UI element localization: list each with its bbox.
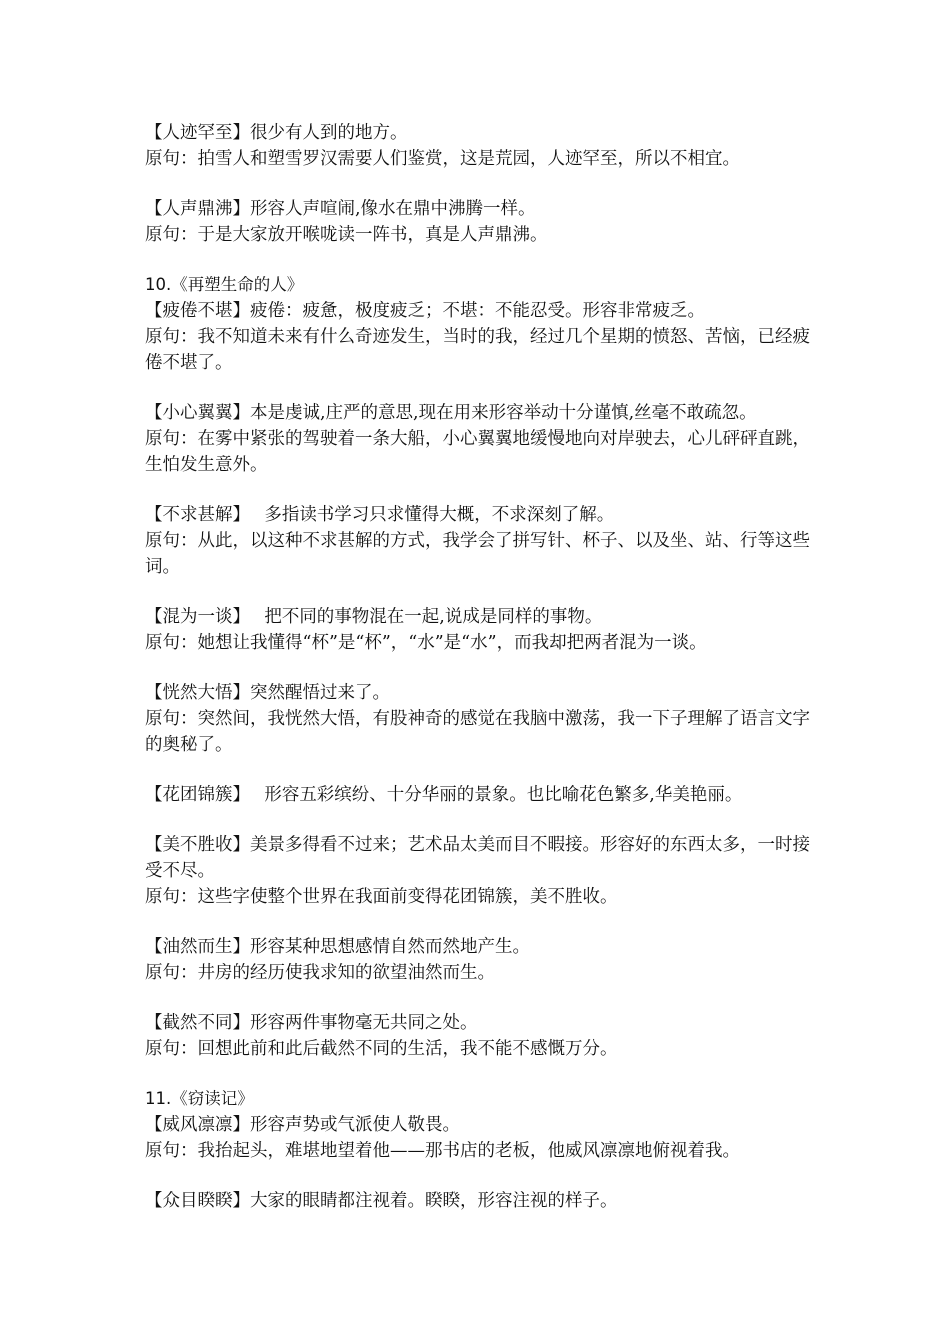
idiom-meaning: 把不同的事物混在一起,说成是同样的事物。 bbox=[241, 607, 603, 627]
idiom-meaning: 突然醒悟过来了。 bbox=[250, 683, 390, 703]
idiom-term: 【众目睽睽】 bbox=[145, 1191, 250, 1211]
spacer bbox=[145, 910, 813, 934]
idiom-definition bbox=[145, 1010, 813, 1036]
example-sentence: 原句：这些字使整个世界在我面前变得花团锦簇，美不胜收。 bbox=[145, 887, 618, 907]
idiom-definition bbox=[145, 196, 813, 222]
idiom-meaning: 形容某种思想感情自然而然地产生。 bbox=[250, 937, 530, 957]
idiom-meaning: 大家的眼睛都注视着。睽睽，形容注视的样子。 bbox=[250, 1191, 618, 1211]
idiom-meaning: 形容声势或气派使人敬畏。 bbox=[250, 1115, 460, 1135]
idiom-definition bbox=[145, 934, 813, 960]
idiom-definition bbox=[145, 400, 813, 426]
example-sentence: 原句：她想让我懂得“杯”是“杯”，“水”是“水”，而我却把两者混为一谈。 bbox=[145, 633, 707, 653]
spacer bbox=[145, 986, 813, 1010]
idiom-term: 【美不胜收】 bbox=[145, 835, 250, 855]
idiom-term: 【威风凛凛】 bbox=[145, 1115, 250, 1135]
idiom-term: 【不求甚解】 bbox=[145, 505, 242, 525]
idiom-definition bbox=[145, 680, 813, 706]
example-sentence: 原句：于是大家放开喉咙读一阵书，真是人声鼎沸。 bbox=[145, 225, 548, 245]
idiom-term: 【混为一谈】 bbox=[145, 607, 242, 627]
idiom-term: 【截然不同】 bbox=[145, 1013, 250, 1033]
idiom-definition bbox=[145, 120, 813, 146]
idiom-definition bbox=[145, 298, 813, 324]
lesson-heading: 10.《再塑生命的人》 bbox=[145, 275, 304, 294]
example-sentence: 原句：我不知道未来有什么奇迹发生，当时的我，经过几个星期的愤怒、苦恼，已经疲倦不堪了。 bbox=[145, 327, 810, 373]
spacer bbox=[145, 172, 813, 196]
idiom-term: 【恍然大悟】 bbox=[145, 683, 250, 703]
idiom-definition bbox=[145, 1112, 813, 1138]
spacer bbox=[145, 376, 813, 400]
lesson-heading: 11.《窃读记》 bbox=[145, 1089, 254, 1108]
idiom-meaning: 很少有人到的地方。 bbox=[250, 123, 408, 143]
idiom-meaning: 疲倦：疲惫，极度疲乏；不堪：不能忍受。形容非常疲乏。 bbox=[250, 301, 705, 321]
idiom-meaning: 本是虔诚,庄严的意思,现在用来形容举动十分谨慎,丝毫不敢疏忽。 bbox=[250, 403, 757, 423]
spacer bbox=[145, 808, 813, 832]
spacer bbox=[145, 758, 813, 782]
spacer bbox=[145, 478, 813, 502]
idiom-meaning: 形容人声喧闹,像水在鼎中沸腾一样。 bbox=[250, 199, 536, 219]
idiom-term: 【人迹罕至】 bbox=[145, 123, 250, 143]
idiom-definition bbox=[145, 502, 813, 528]
example-sentence: 原句：我抬起头，难堪地望着他——那书店的老板，他威风凛凛地俯视着我。 bbox=[145, 1141, 740, 1161]
document-page bbox=[145, 120, 813, 1214]
spacer bbox=[145, 1062, 813, 1086]
idiom-definition bbox=[145, 1188, 813, 1214]
idiom-term: 【小心翼翼】 bbox=[145, 403, 250, 423]
example-sentence: 原句：突然间，我恍然大悟，有股神奇的感觉在我脑中激荡，我一下子理解了语言文字的奥秘了。 bbox=[145, 709, 810, 755]
idiom-term: 【疲倦不堪】 bbox=[145, 301, 250, 321]
example-sentence: 原句：回想此前和此后截然不同的生活，我不能不感慨万分。 bbox=[145, 1039, 618, 1059]
example-sentence: 原句：拍雪人和塑雪罗汉需要人们鉴赏，这是荒园，人迹罕至，所以不相宜。 bbox=[145, 149, 740, 169]
idiom-term: 【人声鼎沸】 bbox=[145, 199, 250, 219]
idiom-meaning: 多指读书学习只求懂得大概，不求深刻了解。 bbox=[241, 505, 615, 525]
idiom-term: 【油然而生】 bbox=[145, 937, 250, 957]
idiom-term: 【花团锦簇】 bbox=[145, 785, 242, 805]
idiom-meaning: 美景多得看不过来；艺术品太美而目不暇接。形容好的东西太多，一时接受不尽。 bbox=[145, 835, 810, 881]
idiom-meaning: 形容五彩缤纷、十分华丽的景象。也比喻花色繁多,华美艳丽。 bbox=[241, 785, 743, 805]
spacer bbox=[145, 248, 813, 272]
idiom-meaning: 形容两件事物毫无共同之处。 bbox=[250, 1013, 478, 1033]
example-sentence: 原句：在雾中紧张的驾驶着一条大船，小心翼翼地缓慢地向对岸驶去，心儿砰砰直跳，生怕发生意外。 bbox=[145, 429, 810, 475]
idiom-definition bbox=[145, 604, 813, 630]
spacer bbox=[145, 1164, 813, 1188]
spacer bbox=[145, 656, 813, 680]
spacer bbox=[145, 580, 813, 604]
idiom-definition bbox=[145, 782, 813, 808]
example-sentence: 原句：井房的经历使我求知的欲望油然而生。 bbox=[145, 963, 495, 983]
idiom-definition bbox=[145, 832, 813, 884]
example-sentence: 原句：从此，以这种不求甚解的方式，我学会了拼写针、杯子、以及坐、站、行等这些词。 bbox=[145, 531, 810, 577]
